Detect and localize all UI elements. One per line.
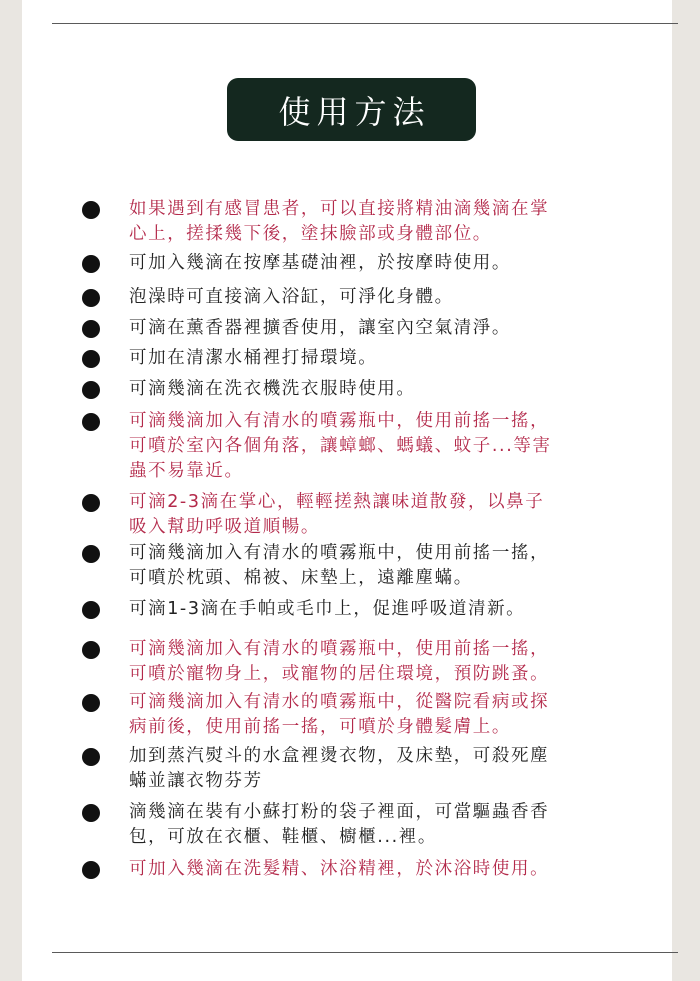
list-item-text: [129, 409, 629, 484]
bullet-icon: [82, 861, 100, 879]
list-item-text: [129, 690, 629, 740]
bullet-icon: [82, 413, 100, 431]
list-item-text: [129, 346, 629, 371]
bullet-icon: [82, 381, 100, 399]
text-line: 可加在清潔水桶裡打掃環境。: [129, 348, 378, 368]
bullet-icon: [82, 255, 100, 273]
text-line: 加到蒸汽熨斗的水盒裡燙衣物，及床墊，可殺死塵: [129, 746, 550, 766]
list-item-text: [129, 800, 629, 850]
page-title: 使用方法: [278, 92, 431, 131]
bottom-divider: [52, 952, 678, 953]
list-item-text: [129, 377, 629, 402]
list-item-text: [129, 490, 629, 540]
bullet-icon: [82, 494, 100, 512]
text-line: 心上，搓揉幾下後，塗抹臉部或身體部位。: [129, 224, 492, 244]
text-line: 可滴幾滴加入有清水的噴霧瓶中，使用前搖一搖，: [129, 411, 550, 431]
text-line: 可滴2-3滴在掌心，輕輕搓熱讓味道散發，以鼻子: [129, 492, 545, 512]
bullet-icon: [82, 320, 100, 338]
text-line: 泡澡時可直接滴入浴缸，可淨化身體。: [129, 287, 454, 307]
bullet-icon: [82, 694, 100, 712]
list-item-text: [129, 285, 629, 310]
list-item-text: [129, 744, 629, 794]
bullet-icon: [82, 748, 100, 766]
text-line: 如果遇到有感冒患者，可以直接將精油滴幾滴在掌: [129, 199, 550, 219]
text-line: 蟲不易靠近。: [129, 461, 244, 481]
top-divider: [52, 23, 678, 24]
list-item-text: [129, 597, 629, 622]
bullet-icon: [82, 545, 100, 563]
text-line: 可滴在薰香器裡擴香使用，讓室內空氣清淨。: [129, 318, 511, 338]
list-item-text: [129, 197, 629, 247]
text-line: 可滴幾滴加入有清水的噴霧瓶中，從醫院看病或探: [129, 692, 550, 712]
list-item-text: [129, 251, 629, 276]
list-item-text: [129, 637, 629, 687]
text-line: 病前後，使用前搖一搖，可噴於身體髮膚上。: [129, 717, 511, 737]
text-line: 可噴於寵物身上，或寵物的居住環境，預防跳蚤。: [129, 664, 550, 684]
bullet-icon: [82, 201, 100, 219]
bullet-icon: [82, 601, 100, 619]
bullet-icon: [82, 350, 100, 368]
list-item-text: [129, 857, 629, 882]
text-line: 可滴幾滴在洗衣機洗衣服時使用。: [129, 379, 416, 399]
text-line: 包，可放在衣櫃、鞋櫃、櫥櫃...裡。: [129, 827, 437, 847]
text-line: 吸入幫助呼吸道順暢。: [129, 517, 320, 537]
text-line: 可滴幾滴加入有清水的噴霧瓶中，使用前搖一搖，: [129, 639, 550, 659]
list-item-text: [129, 541, 629, 591]
text-line: 可噴於室內各個角落，讓蟑螂、螞蟻、蚊子...等害: [129, 436, 552, 456]
text-line: 蟎並讓衣物芬芳: [129, 771, 263, 791]
text-line: 可滴幾滴加入有清水的噴霧瓶中，使用前搖一搖，: [129, 543, 550, 563]
bullet-icon: [82, 804, 100, 822]
text-line: 可滴1-3滴在手帕或毛巾上，促進呼吸道清新。: [129, 599, 526, 619]
list-item-text: [129, 316, 629, 341]
bullet-icon: [82, 641, 100, 659]
text-line: 可噴於枕頭、棉被、床墊上，遠離塵蟎。: [129, 568, 473, 588]
text-line: 可加入幾滴在洗髮精、沐浴精裡，於沐浴時使用。: [129, 859, 550, 879]
document-page: [22, 0, 672, 981]
bullet-icon: [82, 289, 100, 307]
title-banner: [227, 78, 476, 141]
text-line: 可加入幾滴在按摩基礎油裡，於按摩時使用。: [129, 253, 511, 273]
text-line: 滴幾滴在裝有小蘇打粉的袋子裡面，可當驅蟲香香: [129, 802, 550, 822]
